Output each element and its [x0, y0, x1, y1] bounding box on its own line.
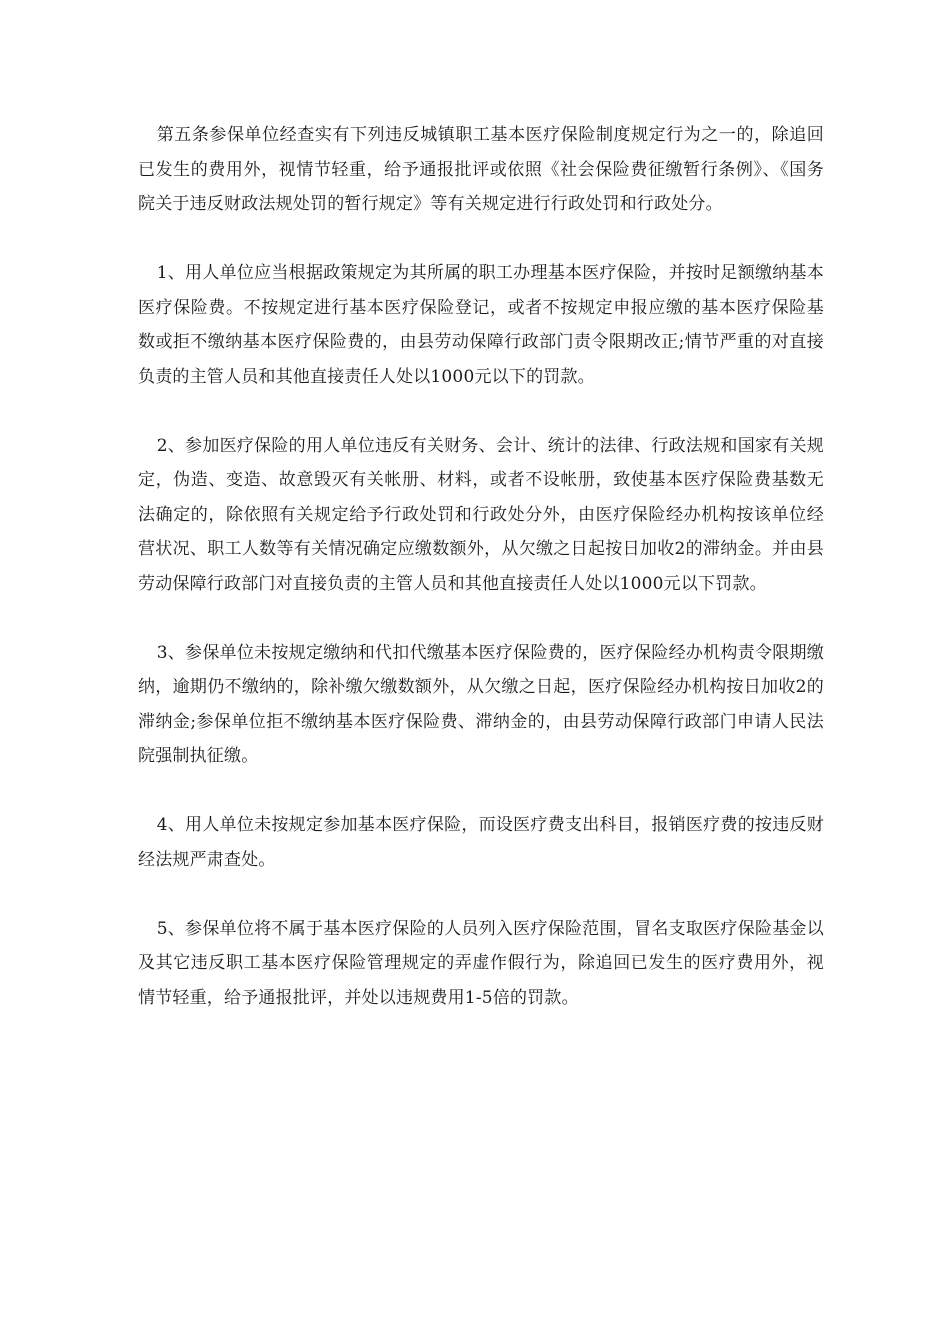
document-body — [138, 118, 824, 1015]
paragraph-item-3: 3、参保单位未按规定缴纳和代扣代缴基本医疗保险费的，医疗保险经办机构责令限期缴纳，逾期仍不缴纳的，除补缴欠缴数额外，从欠缴之日起，医疗保险经办机构按日加收2的滞纳金;参保单位拒不缴纳基本医疗保险费、滞纳金的，由县劳动保障行政部门申请人民法院强制执征缴。 — [138, 642, 824, 766]
paragraph-item-2: 2、参加医疗保险的用人单位违反有关财务、会计、统计的法律、行政法规和国家有关规定，伪造、变造、故意毁灭有关帐册、材料，或者不设帐册，致使基本医疗保险费基数无法确定的，除依照有关规定给予行政处罚和行政处分外，由医疗保险经办机构按该单位经营状况、职工人数等有关情况确定应缴数额外，从欠缴之日起按日加收2的滞纳金。并由县劳动保障行政部门对直接负责的主管人员和其他直接责任人处以1000元以下罚款。 — [138, 435, 824, 594]
paragraph-item-4: 4、用人单位未按规定参加基本医疗保险，而设医疗费支出科目，报销医疗费的按违反财经法规严肃查处。 — [138, 815, 824, 870]
paragraph-article-5: 第五条参保单位经查实有下列违反城镇职工基本医疗保险制度规定行为之一的，除追回已发生的费用外，视情节轻重，给予通报批评或依照《社会保险费征缴暂行条例》、《国务院关于违反财政法规处罚的暂行规定》等有关规定进行行政处罚和行政处分。 — [138, 125, 824, 214]
paragraph-item-5: 5、参保单位将不属于基本医疗保险的人员列入医疗保险范围，冒名支取医疗保险基金以及其它违反职工基本医疗保险管理规定的弄虚作假行为，除追回已发生的医疗费用外，视情节轻重，给予通报批评，并处以违规费用1-5倍的罚款。 — [138, 918, 824, 1008]
paragraph-item-1: 1、用人单位应当根据政策规定为其所属的职工办理基本医疗保险，并按时足额缴纳基本医疗保险费。不按规定进行基本医疗保险登记，或者不按规定申报应缴的基本医疗保险基数或拒不缴纳基本医疗保险费的，由县劳动保障行政部门责令限期改正;情节严重的对直接负责的主管人员和其他直接责任人处以1000元以下的罚款。 — [138, 263, 824, 387]
